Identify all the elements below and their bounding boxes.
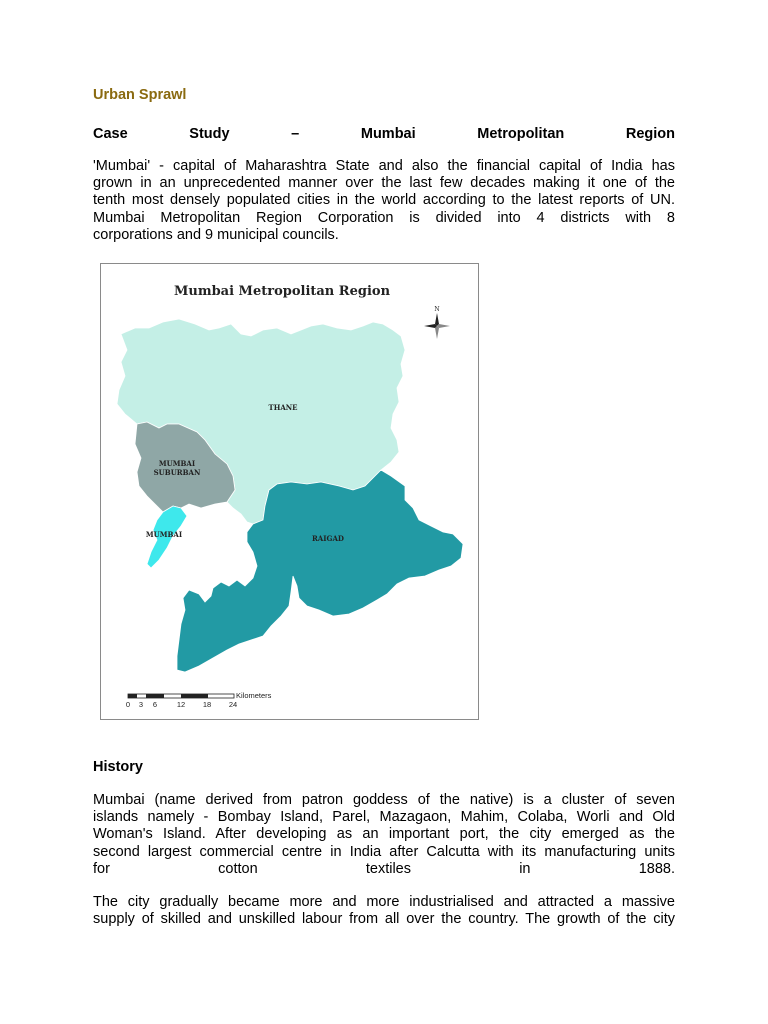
scale-tick: 24 xyxy=(228,700,238,709)
paragraph-line: for cotton textiles in 1888. xyxy=(93,860,675,877)
scale-tick: 12 xyxy=(176,700,186,709)
scale-bar xyxy=(126,691,272,709)
case-word: Case xyxy=(93,126,128,142)
case-word: Region xyxy=(625,126,675,142)
mumbai-label: MUMBAI xyxy=(145,530,183,539)
section-title: Urban Sprawl xyxy=(93,87,187,103)
case-word: Metropolitan xyxy=(477,126,565,142)
north-arrow-icon xyxy=(424,306,450,339)
scale-tick: 0 xyxy=(125,700,131,709)
paragraph-line: islands namely - Bombay Island, Parel, Mazagaon, Mahim, Colaba, Worli and Old xyxy=(93,809,675,826)
scale-tick: 6 xyxy=(152,700,158,709)
scale-unit: Kilometers xyxy=(236,691,272,700)
mumbai-suburban-label: MUMBAI xyxy=(158,459,196,468)
case-study-heading xyxy=(93,126,675,142)
raigad-label: RAIGAD xyxy=(311,534,345,543)
growth-paragraph xyxy=(93,894,675,928)
history-paragraph xyxy=(93,792,675,878)
paragraph-line: tenth most densely populated cities in the world according to the latest reports of UN. xyxy=(93,192,675,209)
case-word: Mumbai xyxy=(360,126,416,142)
paragraph-line: grown in an unprecedented manner over the last few decades making it one of the xyxy=(93,175,675,192)
mumbai-region-map xyxy=(100,263,479,720)
paragraph-line: The city gradually became more and more industrialised and attracted a massive xyxy=(93,894,675,910)
thane-label: THANE xyxy=(268,403,298,412)
north-label: N xyxy=(434,306,440,313)
history-heading: History xyxy=(93,759,143,775)
map-svg xyxy=(101,264,478,719)
paragraph-line: Woman's Island. After developing as an important port, the city emerged as the xyxy=(93,826,675,843)
paragraph-line: Mumbai Metropolitan Region Corporation is divided into 4 districts with 8 xyxy=(93,209,675,226)
mumbai-suburban-label: SUBURBAN xyxy=(153,468,201,477)
case-word: Study xyxy=(189,126,230,142)
paragraph-line: supply of skilled and unskilled labour from all over the country. The growth of the city xyxy=(93,911,675,928)
map-title: Mumbai Metropolitan Region xyxy=(173,284,391,299)
scale-tick: 18 xyxy=(202,700,212,709)
scale-tick: 3 xyxy=(138,700,144,709)
paragraph-line: second largest commercial centre in India after Calcutta with its manufacturing units xyxy=(93,843,675,860)
case-word: – xyxy=(291,126,300,142)
paragraph-line: corporations and 9 municipal councils. xyxy=(93,226,339,243)
paragraph-line: 'Mumbai' - capital of Maharashtra State and also the financial capital of India has xyxy=(93,158,675,174)
intro-paragraph xyxy=(93,158,675,244)
paragraph-line: Mumbai (name derived from patron goddess of the native) is a cluster of seven xyxy=(93,792,675,808)
